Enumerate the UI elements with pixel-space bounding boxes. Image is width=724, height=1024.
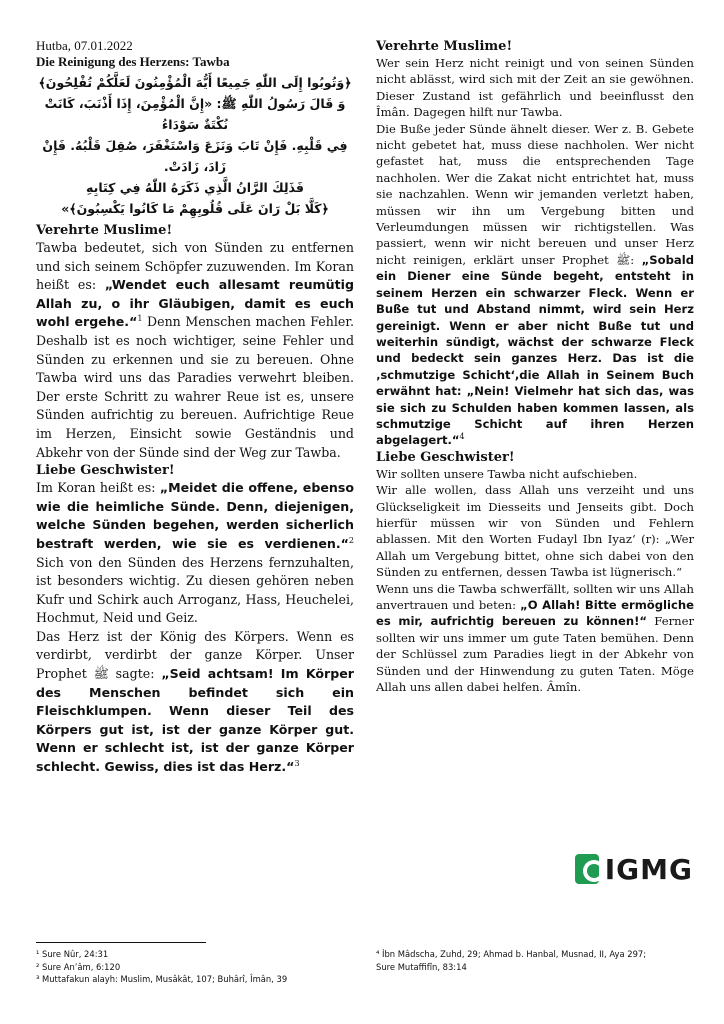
arabic-line: ﴿وَتُوبُوا إِلَى اللّٰهِ جَمِيعًا أَيُّهَ الْمُؤْمِنُونَ لَعَلَّكُمْ تُفْلِحُونَ﴾ — [38, 75, 352, 90]
paragraph: Tawba bedeutet, sich von Sünden zu entfernen und sich seinem Schöpfer zuzuwenden. Im Koran heißt es: „Wendet euch allesamt reumütig Allah zu, o ihr Gläubigen, damit es euch wohl ergehe.“$^1$ Denn Menschen machen Fehler. Deshalb ist es noch wichtiger, seine Fehler und Sünden zu erkennen und sie zu bereuen. Ohne Tawba wird uns das Paradies verwehrt bleiben. Der erste Schritt zu wahrer Reue ist es, unsere Sünden aufrichtig zu bereuen. Aufrichtige Reue im Herzen, Einsicht sowie Geständnis und Abkehr von der Sünde sind der Weg zur Tawba. — [36, 240, 354, 460]
igmg-logo-icon — [575, 854, 599, 884]
arabic-line: فَذَلِكَ الرَّانُ الَّذِي ذَكَرَهُ اللّٰهُ فِي كِتَابِهِ — [86, 180, 304, 195]
footnote: ³ Muttafakun alayh: Muslim, Musâkât, 107; Buhârî, Îmân, 39 — [36, 974, 288, 984]
section-heading: Liebe Geschwister! — [376, 449, 515, 465]
section-heading: Verehrte Muslime! — [36, 223, 173, 238]
section-heading: Liebe Geschwister! — [36, 463, 175, 479]
paragraph: Wir sollten unsere Tawba nicht aufschieben. — [376, 466, 638, 481]
date-line: Hutba, 07.01.2022 — [36, 38, 133, 53]
right-column — [376, 38, 694, 695]
logo-text: IGMG — [604, 852, 693, 886]
footnote: ⁴ İbn Mâdscha, Zuhd, 29; Ahmad b. Hanbal, Musnad, II, Aya 297; — [376, 949, 647, 959]
paragraph: Wir alle wollen, dass Allah uns verzeiht und uns Glückseligkeit im Diesseits und Jenseits gibt. Doch hierfür müssen wir von Sünden und Fehlern ablassen. Mit den Worten Fudayl Ibn Iyaz‘ (r): „Wer Allah um Vergebung bittet, ohne sich dabei von den Sünden zu entfernen, dessen Tawba ist lügnerisch.“ — [376, 483, 694, 580]
section-heading: Verehrte Muslime! — [376, 39, 513, 54]
paragraph: Im Koran heißt es: „Meidet die offene, ebenso wie die heimliche Sünde. Denn, diejenigen, welche Sünden begehen, werden sicherlich bestraft werden, wie sie es verdienen.“$^2$ Sich von den Sünden des Herzens fernzuhalten, ist besonders wichtig. Zu diesen gehören neben Kufr und Schirk auch Arroganz, Hass, Heuchelei, Hochmut, Neid und Geiz. — [36, 480, 354, 626]
footnote: ² Sure An’âm, 6:120 — [36, 961, 121, 972]
footnote: Sure Mutaffifîn, 83:14 — [376, 961, 467, 972]
left-column — [36, 38, 354, 777]
footnote-divider — [36, 942, 206, 943]
arabic-line: فِي قَلْبِهِ. فَإِنْ تَابَ وَنَزَعَ وَاسْتَغْفَرَ، صُقِلَ قَلْبُهُ. فَإِنْ زَادَ، زَادَتْ. — [42, 138, 348, 174]
footnotes-left — [36, 948, 287, 986]
arabic-line: وَ قَالَ رَسُولُ اللّٰهِ ﷺ: «إِنَّ الْمُؤْمِنَ، إِذَا أَذْنَبَ، كَانَتْ نُكْتَةٌ سَوْدَاءُ — [44, 96, 346, 132]
paragraph: Das Herz ist der König des Körpers. Wenn es verdirbt, verdirbt der ganze Körper. Unser Prophet ﷺ sagte: „Seid achtsam! Im Körper des Menschen befindet sich ein Fleischklumpen. Wenn dieser Teil des Körpers gut ist, ist der ganze Körper gut. Wenn er schlecht ist, ist der ganze Körper schlecht. Gewiss, dies ist das Herz.“$^3$ — [36, 628, 354, 775]
paragraph: Wer sein Herz nicht reinigt und von seinen Sünden nicht ablässt, wird sich mit der Zeit an sie gewöhnen. Dieser Zustand ist gefährlich und beeinflusst den Îmân. Dagegen hilft nur Tawba. — [376, 56, 694, 120]
arabic-line: ﴿كَلَّا بَلْ رَانَ عَلَى قُلُوبِهِمْ مَا كَانُوا يَكْسِبُونَ﴾» — [61, 201, 329, 216]
igmg-logo — [575, 852, 693, 886]
footnotes-right — [376, 948, 706, 973]
paragraph: Die Buße jeder Sünde ähnelt dieser. Wer z. B. Gebete nicht gebetet hat, muss diese nachholen. Wer nicht gefastet hat, muss die entsprechenden Tage nachholen. Wer die Zakat nicht entrichtet hat, muss sie nachzahlen. Wenn wir jemanden verletzt haben, müssen wir ihn um Vergebung bitten und Verleumdungen müssen wir richtigstellen. Was passiert, wenn wir nicht bereuen und unser Herz nicht reinigen, erklärt unser Prophet ﷺ: „Sobald ein Diener eine Sünde begeht, entsteht in seinem Herzen ein schwarzer Fleck. Wenn er Buße tut und Abstand nimmt, wird sein Herz gereinigt. Wenn er aber nicht Buße tut und weiterhin sündigt, wächst der schwarze Fleck und bedeckt sein ganzes Herz. Das ist die ‚schmutzige Schicht‘,die Allah in Seinem Buch erwähnt hat: „Nein! Vielmehr hat sich das, was sie sich zu Schulden haben kommen lassen, als schmutzige Schicht auf ihren Herzen abgelagert.“$^4$ — [376, 121, 694, 448]
paragraph: Wenn uns die Tawba schwerfällt, sollten wir uns Allah anvertrauen und beten: „O Allah! Bitte ermögliche es mir, aufrichtig bereuen zu können!“ Ferner sollten wir uns immer um gute Taten bemühen. Denn der Schlüssel zum Paradies liegt in der Abkehr von Sünden und der Hinwendung zu guten Taten. Möge Allah uns allen dabei helfen. Âmîn. — [376, 581, 694, 695]
arabic-verse-block — [36, 72, 354, 219]
footnote: ¹ Sure Nûr, 24:31 — [36, 949, 109, 959]
page-title: Die Reinigung des Herzens: Tawba — [36, 54, 230, 69]
